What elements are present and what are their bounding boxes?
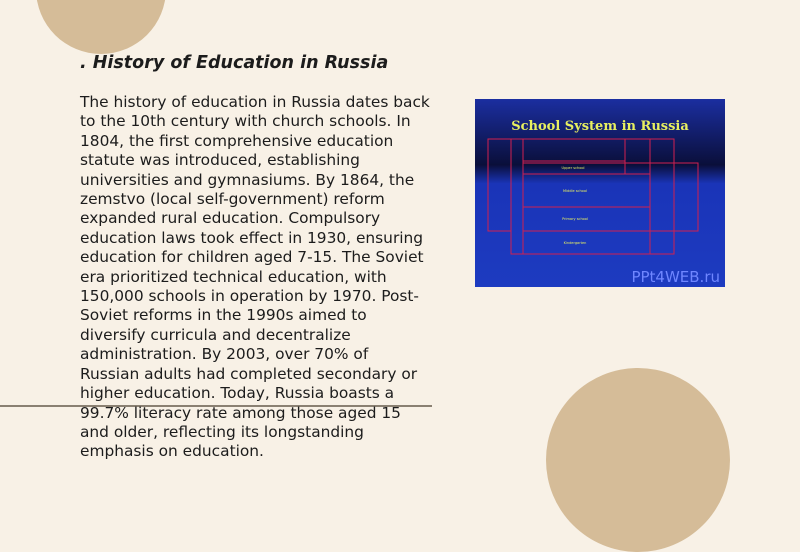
decorative-circle-top [36, 0, 166, 54]
svg-text:Upper school: Upper school [561, 166, 585, 170]
svg-text:Primary school: Primary school [562, 217, 588, 221]
svg-text:Middle school: Middle school [563, 189, 587, 193]
image-watermark: PPt4WEB.ru [631, 268, 720, 286]
slide-body-text: The history of education in Russia dates back to the 10th century with church schools. In 1804, the first comprehensive education statute was introduced, establishing universities and gymnasiums. By 1864, the zemstvo (local self-government) reform expanded rural education. Compulsory education laws took effect in 1930, ensuring education for children aged 7-15. The Soviet era prioritized technical education, with 150,000 schools in operation by 1970. Post-Soviet reforms in the 1990s aimed to diversify curricula and decentralize administration. By 2003, over 70% of Russian adults had completed secondary or higher education. Today, Russia boasts a 99.7% literacy rate among those aged 15 and older, reflecting its longstanding emphasis on education. [80, 93, 430, 461]
decorative-circle-bottom [546, 368, 730, 552]
school-system-diagram-image [475, 99, 725, 287]
svg-text:Kindergarten: Kindergarten [563, 241, 587, 245]
image-title: School System in Russia [511, 119, 689, 134]
slide-title: . History of Education in Russia [80, 53, 389, 73]
